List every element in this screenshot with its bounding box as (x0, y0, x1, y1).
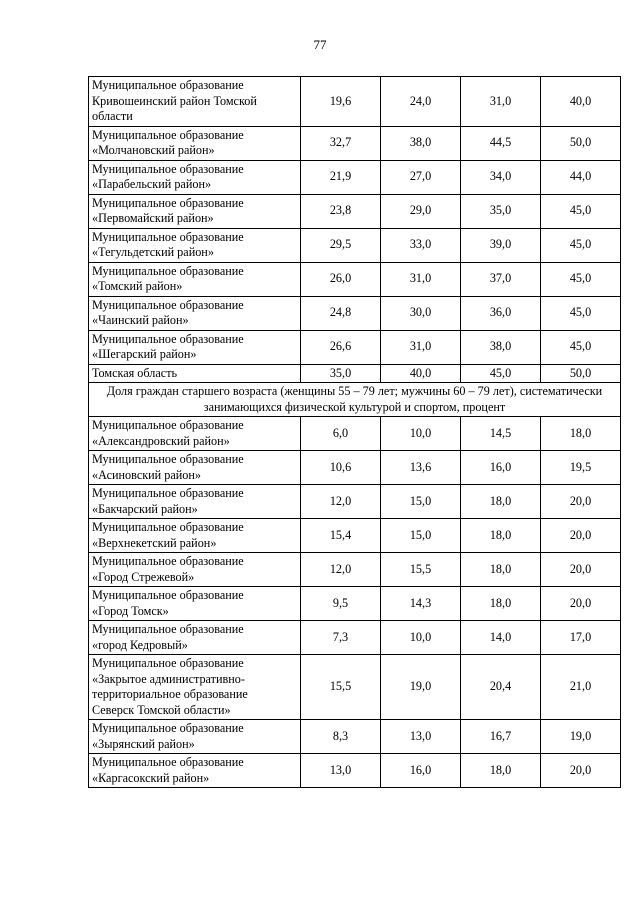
value-cell-4: 45,0 (541, 330, 621, 364)
value-cell-2: 10,0 (381, 621, 461, 655)
municipality-name-line: Муниципальное образование (92, 622, 244, 636)
municipality-cell (89, 417, 301, 451)
municipality-name-line: Муниципальное образование (92, 588, 244, 602)
value-cell-3: 44,5 (461, 126, 541, 160)
municipality-name-line: Муниципальное образование (92, 418, 244, 432)
municipality-name-line: Муниципальное образование (92, 263, 244, 278)
value-cell-4: 20,0 (541, 553, 621, 587)
value-cell-1: 32,7 (301, 126, 381, 160)
municipality-name-line: Муниципальное образование (92, 656, 244, 670)
municipality-cell (89, 364, 301, 383)
value-cell-3: 20,4 (461, 655, 541, 720)
municipality-cell (89, 655, 301, 720)
value-cell-1: 7,3 (301, 621, 381, 655)
value-cell-4: 45,0 (541, 262, 621, 296)
value-cell-1: 9,5 (301, 587, 381, 621)
value-cell-2: 15,5 (381, 553, 461, 587)
municipality-name-line: «Томский район» (92, 279, 183, 293)
value-cell-1: 6,0 (301, 417, 381, 451)
municipality-name-line: «Тегульдетский район» (92, 245, 214, 259)
value-cell-4: 21,0 (541, 655, 621, 720)
value-cell-3: 14,0 (461, 621, 541, 655)
value-cell-1: 15,5 (301, 655, 381, 720)
value-cell-1: 10,6 (301, 451, 381, 485)
value-cell-3: 45,0 (461, 364, 541, 383)
value-cell-1: 15,4 (301, 519, 381, 553)
municipality-cell (89, 160, 301, 194)
section-header-line-2: занимающихся физической культурой и спортом, процент (203, 399, 506, 414)
table-row (89, 296, 621, 330)
municipality-name-line: «Бакчарский район» (92, 501, 198, 516)
municipality-name-line: Муниципальное образование (92, 452, 244, 466)
value-cell-4: 20,0 (541, 485, 621, 519)
value-cell-3: 39,0 (461, 228, 541, 262)
table-row (89, 451, 621, 485)
municipality-name-line: Муниципальное образование (92, 554, 244, 568)
table-row (89, 364, 621, 383)
municipality-name-line: Муниципальное образование (92, 78, 244, 92)
value-cell-2: 16,0 (381, 754, 461, 788)
municipality-cell (89, 485, 301, 519)
value-cell-1: 35,0 (301, 364, 381, 383)
value-cell-4: 40,0 (541, 77, 621, 127)
value-cell-4: 18,0 (541, 417, 621, 451)
value-cell-3: 36,0 (461, 296, 541, 330)
table-row (89, 194, 621, 228)
value-cell-2: 33,0 (381, 228, 461, 262)
municipality-name-line: Муниципальное образование (92, 195, 244, 210)
municipality-name-line: «Шегарский район» (92, 347, 197, 361)
value-cell-2: 29,0 (381, 194, 461, 228)
table-row (89, 330, 621, 364)
value-cell-3: 18,0 (461, 587, 541, 621)
value-cell-2: 14,3 (381, 587, 461, 621)
municipality-cell (89, 519, 301, 553)
value-cell-2: 27,0 (381, 160, 461, 194)
municipality-name-line: Муниципальное образование (92, 161, 244, 176)
municipality-cell (89, 296, 301, 330)
value-cell-1: 23,8 (301, 194, 381, 228)
value-cell-3: 14,5 (461, 417, 541, 451)
municipality-name-line: «Закрытое административно- (92, 671, 245, 686)
table-row (89, 655, 621, 720)
municipality-name-line: «город Кедровый» (92, 637, 188, 652)
municipality-name-line: Муниципальное образование (92, 755, 244, 769)
table-body-bottom (89, 417, 621, 788)
value-cell-3: 16,7 (461, 720, 541, 754)
section-header-row (89, 383, 621, 417)
page-number: 77 (313, 37, 327, 52)
value-cell-1: 12,0 (301, 553, 381, 587)
value-cell-2: 19,0 (381, 655, 461, 720)
municipality-cell (89, 720, 301, 754)
municipality-name-line: «Первомайский район» (92, 211, 214, 225)
value-cell-3: 34,0 (461, 160, 541, 194)
value-cell-1: 19,6 (301, 77, 381, 127)
table-row (89, 553, 621, 587)
value-cell-2: 31,0 (381, 262, 461, 296)
municipality-name-line: Северск Томской области» (92, 702, 231, 717)
municipality-name-line: «Парабельский район» (92, 177, 212, 191)
value-cell-4: 50,0 (541, 364, 621, 383)
municipality-cell (89, 126, 301, 160)
municipality-name-line: «Александровский район» (92, 433, 230, 448)
table-row (89, 621, 621, 655)
municipality-cell (89, 262, 301, 296)
value-cell-4: 50,0 (541, 126, 621, 160)
table-row (89, 519, 621, 553)
municipality-name-line: территориальное образование (92, 687, 248, 701)
table-row (89, 587, 621, 621)
municipality-name-line: «Асиновский район» (92, 467, 201, 482)
table-row (89, 485, 621, 519)
table-row (89, 417, 621, 451)
value-cell-4: 45,0 (541, 194, 621, 228)
value-cell-3: 35,0 (461, 194, 541, 228)
indicator-table (88, 76, 621, 788)
value-cell-4: 44,0 (541, 160, 621, 194)
value-cell-4: 45,0 (541, 296, 621, 330)
municipality-name-line: «Молчановский район» (92, 143, 215, 157)
municipality-name-line: Муниципальное образование (92, 520, 244, 534)
municipality-cell (89, 754, 301, 788)
value-cell-1: 24,8 (301, 296, 381, 330)
table-row (89, 77, 621, 127)
section-header-line-1: Доля граждан старшего возраста (женщины 55 – 79 лет; мужчины 60 – 79 лет), систематически (106, 384, 603, 398)
value-cell-2: 24,0 (381, 77, 461, 127)
municipality-name-line: «Город Стрежевой» (92, 569, 195, 584)
municipality-cell (89, 330, 301, 364)
municipality-name-line: Муниципальное образование (92, 331, 244, 346)
value-cell-2: 13,0 (381, 720, 461, 754)
municipality-cell (89, 553, 301, 587)
table-row (89, 228, 621, 262)
value-cell-3: 18,0 (461, 553, 541, 587)
value-cell-4: 20,0 (541, 754, 621, 788)
value-cell-4: 45,0 (541, 228, 621, 262)
value-cell-2: 15,0 (381, 519, 461, 553)
municipality-name-line: «Город Томск» (92, 603, 169, 618)
value-cell-4: 17,0 (541, 621, 621, 655)
value-cell-3: 16,0 (461, 451, 541, 485)
value-cell-2: 38,0 (381, 126, 461, 160)
municipality-name-line: Муниципальное образование (92, 486, 244, 500)
value-cell-3: 18,0 (461, 754, 541, 788)
table-row (89, 126, 621, 160)
value-cell-4: 20,0 (541, 519, 621, 553)
value-cell-1: 29,5 (301, 228, 381, 262)
value-cell-1: 26,0 (301, 262, 381, 296)
municipality-name-line: «Зырянский район» (92, 736, 195, 751)
municipality-name-line: Томская область (92, 365, 178, 380)
table-body-top (89, 77, 621, 383)
value-cell-3: 18,0 (461, 485, 541, 519)
value-cell-2: 30,0 (381, 296, 461, 330)
table-row (89, 160, 621, 194)
value-cell-2: 40,0 (381, 364, 461, 383)
municipality-name-line: области (92, 109, 133, 123)
municipality-cell (89, 451, 301, 485)
municipality-name-line: «Верхнекетский район» (92, 535, 217, 550)
value-cell-2: 31,0 (381, 330, 461, 364)
municipality-cell (89, 77, 301, 127)
municipality-name-line: Муниципальное образование (92, 229, 244, 244)
value-cell-3: 31,0 (461, 77, 541, 127)
table-row (89, 720, 621, 754)
section-header-cell (89, 383, 621, 417)
value-cell-3: 38,0 (461, 330, 541, 364)
municipality-cell (89, 587, 301, 621)
municipality-cell (89, 228, 301, 262)
municipality-cell (89, 621, 301, 655)
value-cell-3: 18,0 (461, 519, 541, 553)
value-cell-2: 13,6 (381, 451, 461, 485)
municipality-name-line: «Чаинский район» (92, 313, 189, 327)
municipality-name-line: Муниципальное образование (92, 297, 244, 312)
value-cell-4: 19,5 (541, 451, 621, 485)
municipality-name-line: Кривошеинский район Томской (92, 93, 257, 108)
value-cell-4: 19,0 (541, 720, 621, 754)
municipality-cell (89, 194, 301, 228)
value-cell-3: 37,0 (461, 262, 541, 296)
municipality-name-line: Муниципальное образование (92, 721, 244, 735)
table-row (89, 262, 621, 296)
table-section (89, 383, 621, 417)
value-cell-4: 20,0 (541, 587, 621, 621)
value-cell-1: 8,3 (301, 720, 381, 754)
municipality-name-line: Муниципальное образование (92, 127, 244, 142)
table-row (89, 754, 621, 788)
value-cell-2: 15,0 (381, 485, 461, 519)
value-cell-2: 10,0 (381, 417, 461, 451)
value-cell-1: 12,0 (301, 485, 381, 519)
value-cell-1: 13,0 (301, 754, 381, 788)
value-cell-1: 21,9 (301, 160, 381, 194)
value-cell-1: 26,6 (301, 330, 381, 364)
municipality-name-line: «Каргасокский район» (92, 770, 210, 785)
